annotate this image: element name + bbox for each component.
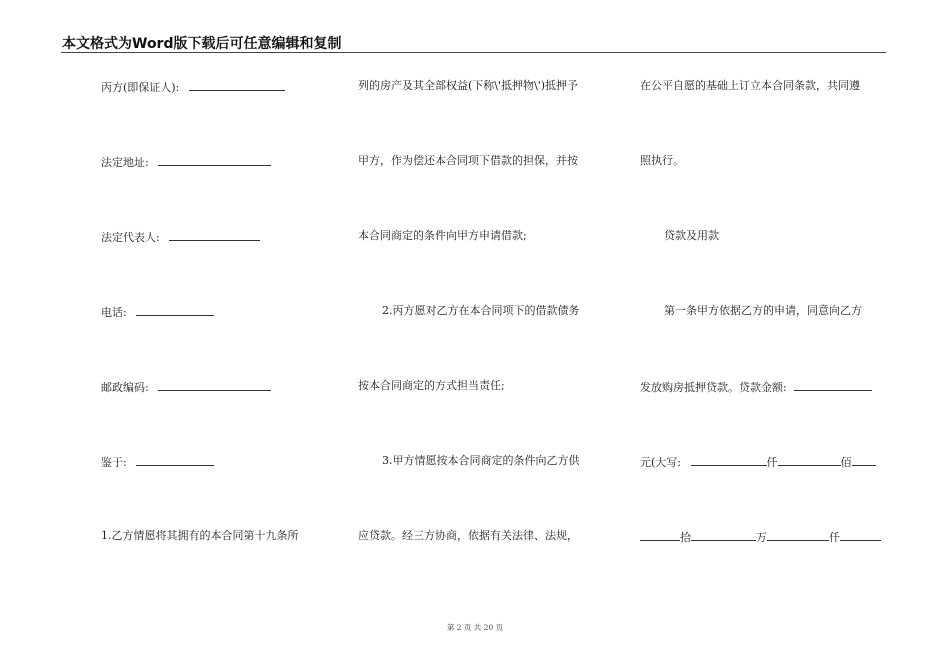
col2-line-4: 2.丙方愿对乙方在本合同项下的借款债务 [382, 304, 580, 317]
unit-qian-2: 仟 [829, 531, 840, 544]
unit-bai: 佰 [840, 456, 852, 469]
whereas-label: 鉴于: [101, 456, 127, 469]
postcode-blank [158, 379, 271, 391]
col2-line-5: 按本合同商定的方式担当责任; [358, 379, 505, 392]
phone-label: 电话: [101, 306, 127, 319]
col2-line-1: 列的房产及其全部权益(下称\'抵押物\')抵押予 [358, 79, 579, 92]
header-divider [61, 52, 886, 53]
blank-end [840, 529, 881, 541]
whereas-blank [136, 454, 214, 466]
representative-blank [169, 229, 260, 241]
article-1-start: 第一条甲方依据乙方的申请，同意向乙方 [664, 304, 862, 317]
col3-line-2: 照执行。 [640, 154, 684, 167]
unit-qian: 仟 [766, 456, 778, 469]
amount-words-label: 元(大写: [640, 456, 681, 469]
blank-qian-2 [767, 529, 829, 541]
address-label: 法定地址: [101, 156, 149, 169]
col2-line-2: 甲方，作为偿还本合同项下借款的担保，并按 [358, 154, 578, 167]
loan-amount-blank [794, 379, 872, 391]
col2-line-7: 应贷款。经三方协商，依据有关法律、法规， [358, 529, 578, 542]
col2-line-3: 本合同商定的条件向甲方申请借款; [358, 229, 527, 242]
col3-line-1: 在公平自愿的基础上订立本合同条款，共同遵 [640, 79, 860, 92]
blank-shi [640, 529, 680, 541]
phone-line [101, 304, 214, 320]
address-line [101, 154, 271, 170]
unit-shi: 拾 [680, 531, 691, 544]
whereas-line [101, 454, 214, 470]
clause-1-start: 1.乙方情愿将其拥有的本合同第十九条所 [101, 529, 299, 542]
address-blank [158, 154, 271, 166]
guarantor-blank [189, 79, 285, 91]
section-heading-loan: 贷款及用款 [664, 229, 719, 242]
unit-wan: 万 [756, 531, 767, 544]
loan-amount-label: 发放购房抵押贷款。贷款金额: [640, 381, 787, 394]
blank-after-bai [852, 454, 876, 466]
amount-words-line-1 [640, 454, 876, 470]
document-header-title: 本文格式为Word版下载后可任意编辑和复制 [62, 36, 342, 52]
phone-blank [136, 304, 214, 316]
col2-line-6: 3.甲方情愿按本合同商定的条件向乙方供 [382, 454, 580, 467]
blank-qian [691, 454, 767, 466]
postcode-label: 邮政编码: [101, 381, 149, 394]
representative-line [101, 229, 260, 245]
amount-words-line-2 [640, 529, 881, 545]
blank-wan [691, 529, 756, 541]
blank-bai [778, 454, 841, 466]
loan-amount-line [640, 379, 872, 395]
page-number: 第 2 页 共 20 页 [446, 623, 504, 632]
postcode-line [101, 379, 271, 395]
guarantor-label: 丙方(即保证人): [101, 81, 180, 94]
representative-label: 法定代表人: [101, 231, 160, 244]
guarantor-line [101, 79, 285, 95]
